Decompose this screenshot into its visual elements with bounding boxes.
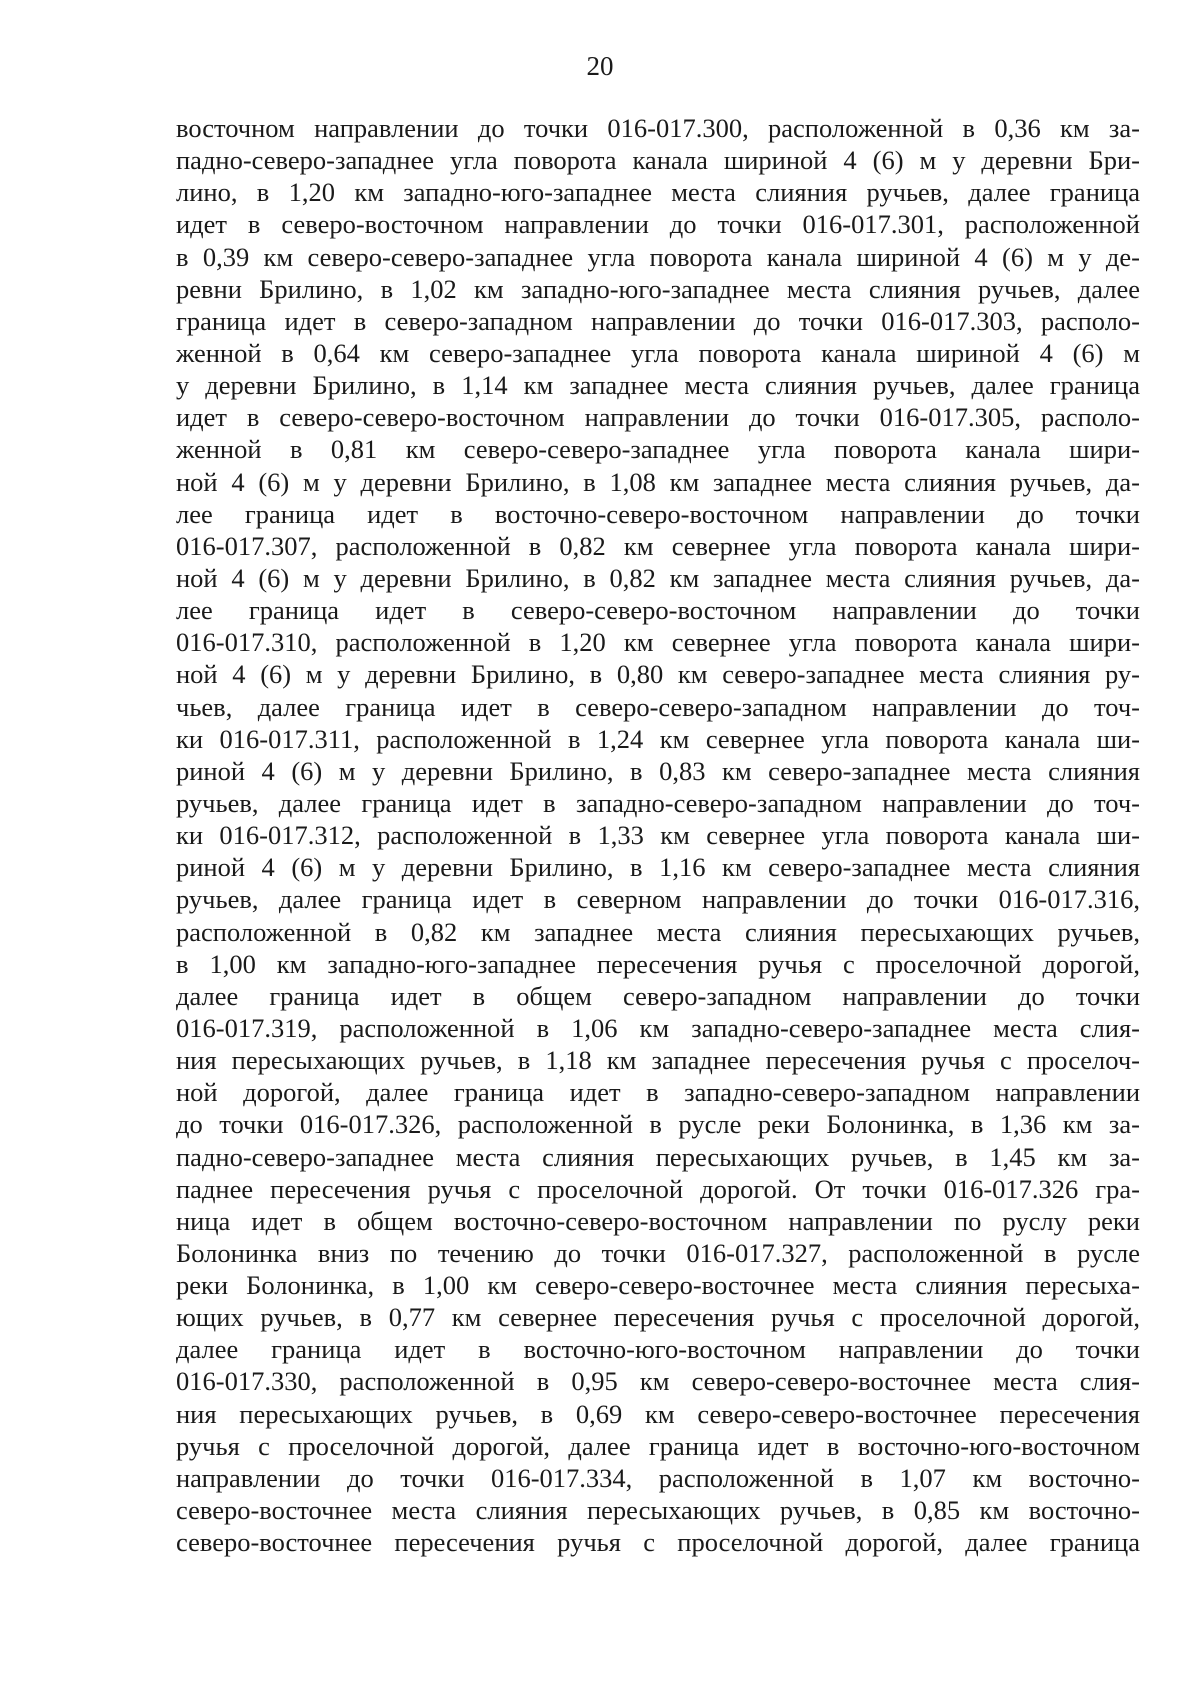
text-line: в 0,39 км северо-северо-западнее угла поворота канала шириной 4 (6) м у де- xyxy=(176,241,1140,272)
text-line: 016-017.310, расположенной в 1,20 км севернее угла поворота канала шири- xyxy=(176,627,1140,658)
text-line: в 1,00 км западно-юго-западнее пересечения ручья с проселочной дорогой, xyxy=(176,948,1140,979)
text-line: далее граница идет в восточно-юго-восточном направлении до точки xyxy=(176,1334,1140,1365)
text-line: 016-017.330, расположенной в 0,95 км северо-северо-восточнее места слия- xyxy=(176,1366,1140,1397)
text-line: ручья с проселочной дорогой, далее граница идет в восточно-юго-восточном xyxy=(176,1430,1140,1461)
text-line: восточном направлении до точки 016-017.300, расположенной в 0,36 км за- xyxy=(176,113,1140,143)
text-line: идет в северо-восточном направлении до точки 016-017.301, расположенной xyxy=(176,209,1140,240)
text-line: ной 4 (6) м у деревни Брилино, в 1,08 км западнее места слияния ручьев, да- xyxy=(176,466,1140,497)
text-line: направлении до точки 016-017.334, расположенной в 1,07 км восточно- xyxy=(176,1462,1140,1493)
text-line: чьев, далее граница идет в северо-северо-западном направлении до точ- xyxy=(176,691,1140,722)
text-line: северо-восточнее места слияния пересыхающих ручьев, в 0,85 км восточно- xyxy=(176,1495,1140,1526)
text-line: Болонинка вниз по течению до точки 016-017.327, расположенной в русле xyxy=(176,1237,1140,1268)
text-line: риной 4 (6) м у деревни Брилино, в 1,16 км северо-западнее места слияния xyxy=(176,852,1140,883)
text-line: ной дорогой, далее граница идет в западно-северо-западном направлении xyxy=(176,1077,1140,1108)
text-line: паднее пересечения ручья с проселочной дорогой. От точки 016-017.326 гра- xyxy=(176,1173,1140,1204)
text-line: ния пересыхающих ручьев, в 0,69 км северо-северо-восточнее пересечения xyxy=(176,1398,1140,1429)
text-line: падно-северо-западнее места слияния пересыхающих ручьев, в 1,45 км за- xyxy=(176,1141,1140,1172)
text-line: граница идет в северо-западном направлении до точки 016-017.303, располо- xyxy=(176,305,1140,336)
text-line: далее граница идет в общем северо-западном направлении до точки xyxy=(176,980,1140,1011)
text-line: лее граница идет в восточно-северо-восточном направлении до точки xyxy=(176,498,1140,529)
text-line: ния пересыхающих ручьев, в 1,18 км западнее пересечения ручья с проселоч- xyxy=(176,1045,1140,1076)
text-line: у деревни Брилино, в 1,14 км западнее места слияния ручьев, далее граница xyxy=(176,370,1140,401)
page-number: 20 xyxy=(586,51,614,81)
text-line: идет в северо-северо-восточном направлении до точки 016-017.305, располо- xyxy=(176,402,1140,433)
text-line: женной в 0,64 км северо-западнее угла поворота канала шириной 4 (6) м xyxy=(176,337,1140,368)
text-line: 016-017.307, расположенной в 0,82 км севернее угла поворота канала шири- xyxy=(176,530,1140,561)
text-line: лино, в 1,20 км западно-юго-западнее места слияния ручьев, далее граница xyxy=(176,177,1140,208)
text-line: ной 4 (6) м у деревни Брилино, в 0,82 км западнее места слияния ручьев, да- xyxy=(176,562,1140,593)
text-line: ревни Брилино, в 1,02 км западно-юго-западнее места слияния ручьев, далее xyxy=(176,273,1140,304)
text-line: ки 016-017.312, расположенной в 1,33 км севернее угла поворота канала ши- xyxy=(176,820,1140,851)
text-line: ручьев, далее граница идет в западно-северо-западном направлении до точ- xyxy=(176,787,1140,818)
text-line: ющих ручьев, в 0,77 км севернее пересечения ручья с проселочной дорогой, xyxy=(176,1302,1140,1333)
text-line: женной в 0,81 км северо-северо-западнее угла поворота канала шири- xyxy=(176,434,1140,465)
text-line: расположенной в 0,82 км западнее места слияния пересыхающих ручьев, xyxy=(176,916,1140,947)
text-line: ручьев, далее граница идет в северном направлении до точки 016-017.316, xyxy=(176,884,1140,915)
text-line: лее граница идет в северо-северо-восточном направлении до точки xyxy=(176,595,1140,626)
text-line: ки 016-017.311, расположенной в 1,24 км севернее угла поворота канала ши- xyxy=(176,723,1140,754)
text-line: ница идет в общем восточно-северо-восточном направлении по руслу реки xyxy=(176,1205,1140,1236)
body-text xyxy=(176,112,1140,1558)
text-line: ной 4 (6) м у деревни Брилино, в 0,80 км северо-западнее места слияния ру- xyxy=(176,659,1140,690)
text-line: падно-северо-западнее угла поворота канала шириной 4 (6) м у деревни Бри- xyxy=(176,145,1140,176)
text-line: реки Болонинка, в 1,00 км северо-северо-восточнее места слияния пересыха- xyxy=(176,1270,1140,1301)
text-line: до точки 016-017.326, расположенной в русле реки Болонинка, в 1,36 км за- xyxy=(176,1109,1140,1140)
text-line: 016-017.319, расположенной в 1,06 км западно-северо-западнее места слия- xyxy=(176,1012,1140,1043)
text-line: северо-восточнее пересечения ручья с проселочной дорогой, далее граница xyxy=(176,1527,1140,1558)
text-line: риной 4 (6) м у деревни Брилино, в 0,83 км северо-западнее места слияния xyxy=(176,755,1140,786)
